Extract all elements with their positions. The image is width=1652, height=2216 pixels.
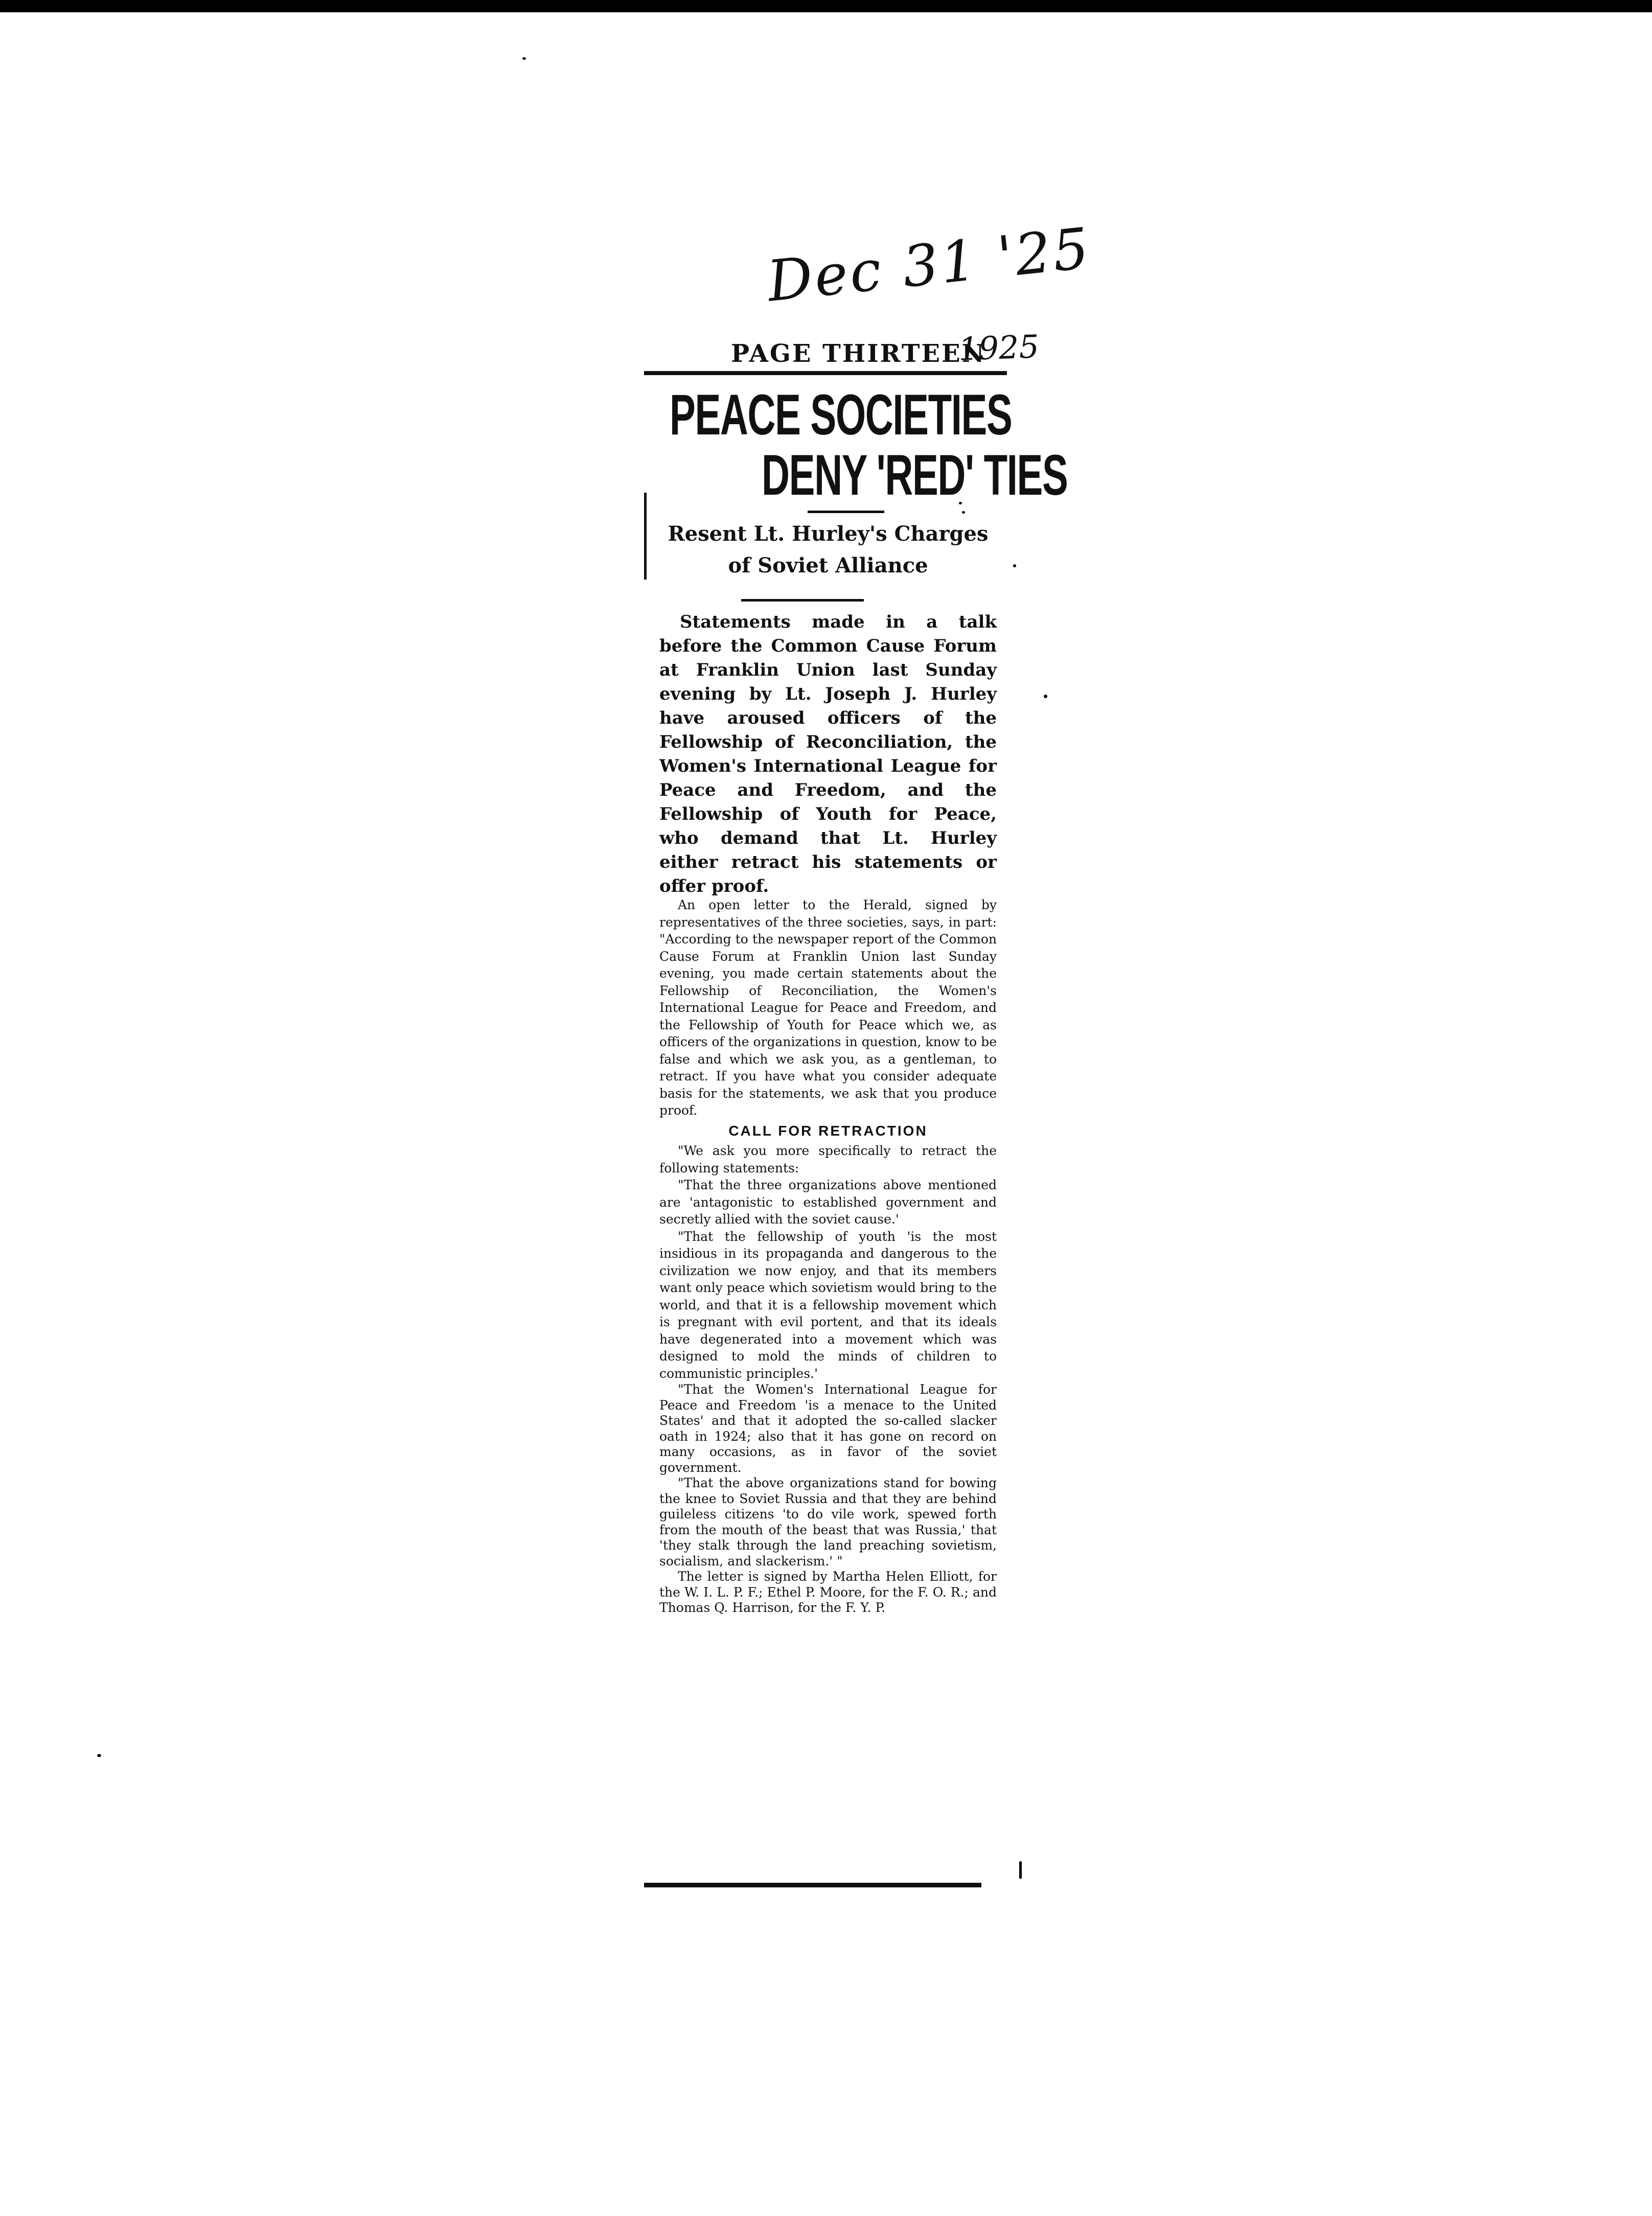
subheadline (664, 518, 992, 582)
scan-speck (1044, 695, 1047, 698)
headline-line-1: PEACE SOCIETIES (670, 383, 1012, 447)
newspaper-clipping (644, 324, 1068, 1919)
scan-speck (1019, 1861, 1022, 1879)
body-paragraph: "That the fellowship of youth 'is the most insidious in its propaganda and dangerous to the civilization we now enjoy, and that its members want only peace which sovietism would bring to the world, and that it is a fellowship movement which is pregnant with evil portent, and that its ideals have degenerated into a movement which was designed to mold the minds of children to communistic principles.' (659, 1229, 997, 1381)
page-label: PAGE THIRTEEN (731, 339, 986, 368)
handwritten-year: 1925 (957, 328, 1040, 368)
body-paragraph: "That the three organizations above mentioned are 'antagonistic to established government and secretly allied with the soviet cause.' (659, 1178, 997, 1227)
subheadline-line-2: of Soviet Alliance (728, 553, 928, 578)
page-label-row (644, 339, 1007, 375)
scanned-page (0, 12, 1652, 2216)
scan-speck (522, 57, 526, 60)
signature-paragraph: The letter is signed by Martha Helen Elliott, for the W. I. L. P. F.; Ethel P. Moore, for the F. O. R.; and Thomas Q. Harrison, for the F. Y. P. (659, 1569, 997, 1615)
body-paragraph: "That the above organizations stand for bowing the knee to Soviet Russia and that they are behind guileless citizens 'to do vile work, spewed forth from the mouth of the beast that was Russia,' that 'they stalk through the land preaching sovietism, socialism, and slackerism.' " (659, 1475, 997, 1568)
crosshead: CALL FOR RETRACTION (728, 1122, 928, 1139)
headline-divider (808, 511, 884, 513)
scan-speck (1013, 564, 1016, 567)
scan-speck (97, 1754, 101, 1757)
body-paragraph: An open letter to the Herald, signed by representatives of the three societies, says, in part: "According to the newspaper report of the Common Cause Forum at Franklin Union last Sunday evening, you made certain statements about the Fellowship of Reconciliation, the Women's International League for Peace and Freedom, and the Fellowship of Youth for Peace which we, as officers of the organizations in question, know to be false and which we ask you, as a gentleman, to retract. If you have what you consider adequate basis for the statements, we ask that you produce proof. (659, 897, 997, 1118)
subhead-divider (741, 599, 864, 602)
article-body (659, 896, 997, 1616)
handwritten-date: Dec 31 '25 (764, 215, 1094, 314)
body-paragraph: "That the Women's International League for Peace and Freedom 'is a menace to the United States' and that it adopted the so-called slacker oath in 1924; also that it has gone on record on many occasions, as in favor of the soviet government. (659, 1382, 997, 1475)
body-paragraph: "We ask you more specifically to retract the following statements: (659, 1143, 997, 1175)
subheadline-line-1: Resent Lt. Hurley's Charges (668, 522, 989, 546)
headline-line-2: DENY 'RED' TIES (762, 443, 1068, 507)
lead-paragraph: Statements made in a talk before the Common Cause Forum at Franklin Union last Sunday evening by Lt. Joseph J. Hurley have aroused officers of the Fellowship of Reconciliation, the Women's International League for Peace and Freedom, and the Fellowship of Youth for Peace, who demand that Lt. Hurley either retract his statements or offer proof. (659, 612, 997, 896)
column-edge-rule (644, 493, 647, 580)
closing-rule (644, 1883, 981, 1887)
